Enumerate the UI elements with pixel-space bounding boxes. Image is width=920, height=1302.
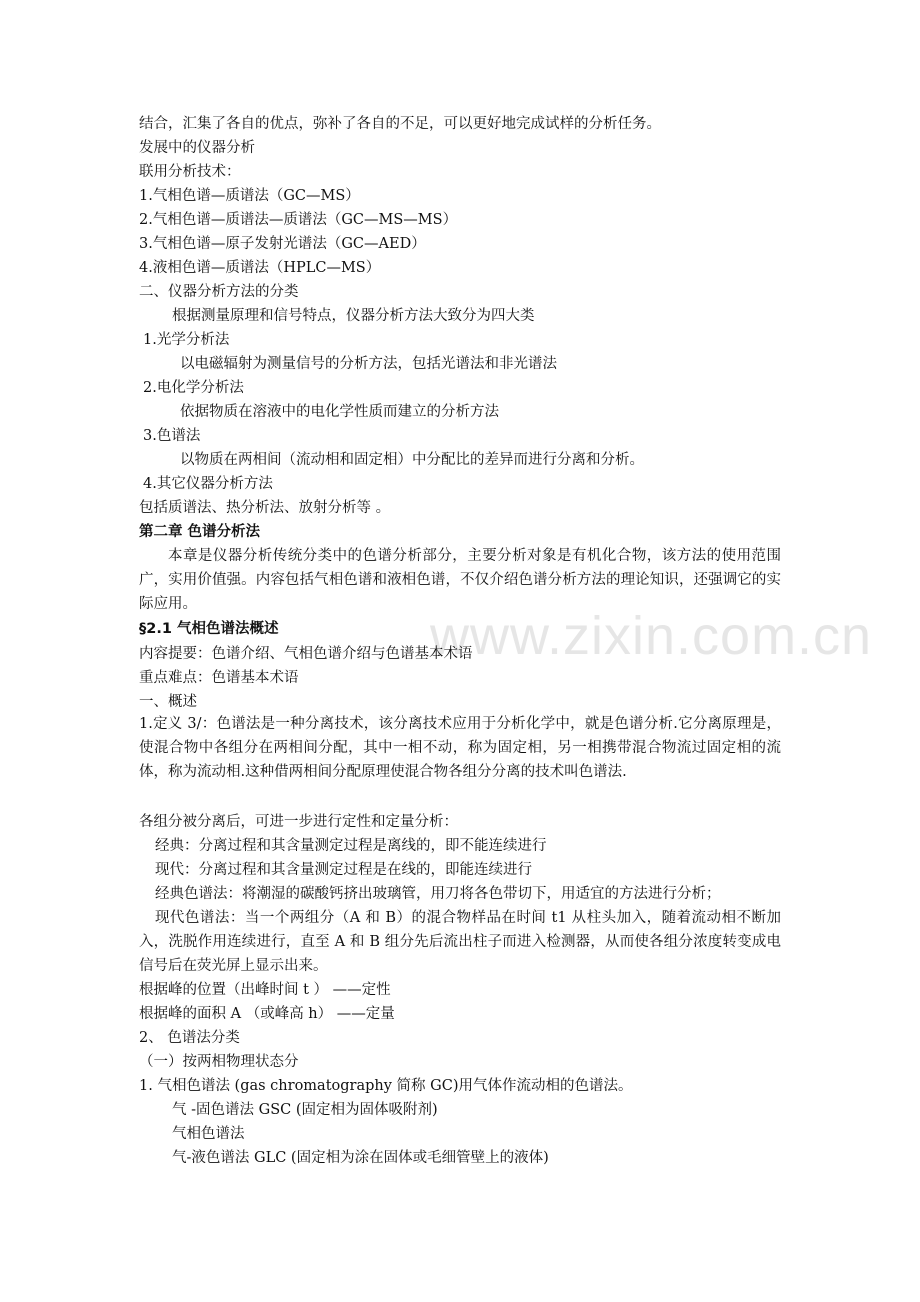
text-line: 包括质谱法、热分析法、放射分析等 。 (139, 500, 391, 516)
text-line: 经典色谱法：将潮湿的碳酸钙挤出玻璃管，用刀将各色带切下，用适宜的方法进行分析； (155, 886, 721, 902)
section-heading: 2、 色谱法分类 (139, 1030, 240, 1046)
list-item: 2.电化学分析法 (143, 380, 244, 396)
text-line: 发展中的仪器分析 (139, 140, 255, 156)
list-item: 2.气相色谱—质谱法—质谱法（GC—MS—MS） (139, 212, 458, 228)
list-item: 4.其它仪器分析方法 (143, 476, 273, 492)
section-heading: §2.1 气相色谱法概述 (139, 621, 279, 637)
chapter-heading: 第二章 色谱分析法 (139, 524, 261, 540)
paragraph: 1.定义 3/：色谱法是一种分离技术，该分离技术应用于分析化学中，就是色谱分析.它分离原理是，使混合物中各组分在两相间分配，其中一相不动，称为固定相，另一相携带混合物流过固定相的流体，称为流动相.这种借两相间分配原理使混合物各组分分离的技术叫色谱法. (139, 716, 781, 780)
text-line: 经典：分离过程和其含量测定过程是离线的，即不能连续进行 (155, 838, 547, 854)
text-line: 依据物质在溶液中的电化学性质而建立的分析方法 (180, 404, 499, 420)
watermark: www.zixin.com.cn (430, 606, 873, 666)
text-line: 根据峰的位置（出峰时间 t ） ——定性 (139, 982, 391, 998)
text-line: 气相色谱法 (172, 1126, 245, 1142)
paragraph: 本章是仪器分析传统分类中的色谱分析部分，主要分析对象是有机化合物，该方法的使用范围广，实用价值强。内容包括气相色谱和液相色谱，不仅介绍色谱分析方法的理论知识，还强调它的实际应用。 (139, 548, 781, 612)
text-line: 气 -固色谱法 GSC (固定相为固体吸附剂) (172, 1102, 438, 1118)
text-line: 根据测量原理和信号特点，仪器分析方法大致分为四大类 (172, 308, 535, 324)
list-item: 1.光学分析法 (143, 332, 230, 348)
list-item: 4.液相色谱—质谱法（HPLC—MS） (139, 260, 381, 276)
list-item: 1. 气相色谱法 (gas chromatography 简称 GC)用气体作流动相的色谱法。 (139, 1078, 633, 1094)
list-item: 3.色谱法 (143, 428, 201, 444)
paragraph: 现代色谱法：当一个两组分（A 和 B）的混合物样品在时间 t1 从柱头加入，随着流动相不断加入，洗脱作用连续进行，直至 A 和 B 组分先后流出柱子而进入检测器，从而使各组分浓度转变成电信号后在荧光屏上显示出来。 (139, 910, 781, 974)
text-line: 以物质在两相间（流动相和固定相）中分配比的差异而进行分离和分析。 (180, 452, 644, 468)
list-item: 1.气相色谱—质谱法（GC—MS） (139, 188, 360, 204)
section-heading: 二、仪器分析方法的分类 (139, 284, 299, 300)
section-heading: 一、概述 (139, 694, 197, 710)
text-line: （一）按两相物理状态分 (139, 1054, 299, 1070)
text-line: 现代：分离过程和其含量测定过程是在线的，即能连续进行 (155, 862, 532, 878)
text-line: 结合，汇集了各自的优点，弥补了各自的不足，可以更好地完成试样的分析任务。 (139, 116, 661, 132)
text-line: 各组分被分离后，可进一步进行定性和定量分析： (139, 814, 458, 830)
text-line: 内容提要：色谱介绍、气相色谱介绍与色谱基本术语 (139, 646, 473, 662)
text-line: 根据峰的面积 A （或峰高 h） ——定量 (139, 1006, 395, 1022)
text-line: 重点难点：色谱基本术语 (139, 670, 299, 686)
list-item: 3.气相色谱—原子发射光谱法（GC—AED） (139, 236, 426, 252)
text-line: 联用分析技术： (139, 164, 241, 180)
text-line: 气-液色谱法 GLC (固定相为涂在固体或毛细管壁上的液体) (172, 1150, 549, 1166)
text-line: 以电磁辐射为测量信号的分析方法，包括光谱法和非光谱法 (180, 356, 557, 372)
